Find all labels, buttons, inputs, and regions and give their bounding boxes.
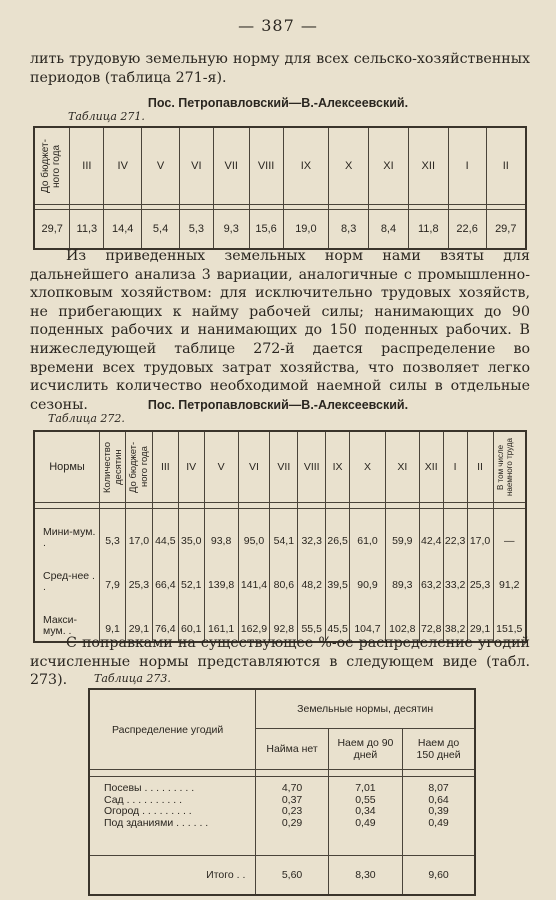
cell: 17,0 [125, 509, 152, 554]
cell: 61,0 [350, 509, 386, 554]
cell: 26,5 [326, 509, 350, 554]
cell: 44,5 [152, 509, 178, 554]
cell: — [493, 509, 526, 554]
cell: 48,2 [298, 553, 326, 597]
t272-row-label: Мини-мум. . [43, 526, 96, 549]
cell: 0,34 [355, 805, 376, 817]
cell: 91,2 [493, 553, 526, 597]
list-item: Посевы . . . . . . . . . [104, 782, 195, 794]
cell: 25,3 [125, 553, 152, 597]
t272-header: X [350, 431, 386, 503]
t271-value: 14,4 [104, 210, 142, 250]
cell: 93,8 [204, 509, 238, 554]
cell: 0,64 [428, 793, 449, 806]
t273-col2 [328, 777, 402, 856]
t272-header: IV [178, 431, 204, 503]
t272-header-area: Количество десятин [100, 431, 126, 503]
t273-col3 [403, 777, 475, 856]
t271-header: XII [408, 127, 448, 205]
paragraph-3: С поправками на существующее %-ое распределение угодий исчисленные нормы представляются в следующем виде (табл. 273). [30, 635, 530, 689]
cell: 76,4 [152, 597, 178, 642]
paragraph-2: Из приведенных земельных норм нами взяты для дальнейшего анализа 3 вариации, аналогичные с промышленно-хлопковым хозяйством: для исключительно трудовых хозяйств, не прибегающих к найму рабочей силы; нанимающих до 90 поденных рабочих и нанимающих до 150 поденных рабочих. В нижеследующей таблице 272-й дается распределение во времени всех трудовых затрат хозяйства, что позволяет легко исчислить количество необходимой наемной силы в отдельные сезоны. [30, 248, 530, 413]
cell: 0,55 [355, 793, 376, 806]
cell: 162,9 [238, 597, 270, 642]
t271-value: 5,4 [142, 210, 180, 250]
table-271-label: Таблица 271. [68, 110, 145, 123]
cell: 52,1 [178, 553, 204, 597]
cell: 29,1 [467, 597, 493, 642]
cell: 102,8 [385, 597, 419, 642]
cell: 7,9 [100, 553, 126, 597]
t271-header: VIII [249, 127, 283, 205]
cell: 0,49 [355, 816, 376, 829]
t272-header: I [443, 431, 467, 503]
t271-header: IX [283, 127, 329, 205]
page-number: — 387 — [238, 16, 318, 35]
cell: 139,8 [204, 553, 238, 597]
cell: 92,8 [270, 597, 298, 642]
t271-header-0: До бюджет-ного года [34, 127, 70, 205]
t273-rowhead: Распределение угодий [89, 689, 256, 770]
cell: 7,01 [355, 782, 376, 794]
cell: 60,1 [178, 597, 204, 642]
table-272 [33, 430, 527, 643]
table-272-label: Таблица 272. [48, 412, 125, 425]
cell: 45,5 [326, 597, 350, 642]
t271-header: XI [369, 127, 409, 205]
table-271-title: Пос. Петропавловский—В.-Алексеевский. [147, 96, 409, 110]
t272-row-label: Макси-мум. . [43, 614, 78, 637]
t272-header: II [467, 431, 493, 503]
t271-value: 29,7 [41, 223, 63, 235]
table-273-label: Таблица 273. [94, 672, 171, 685]
cell: 54,1 [270, 509, 298, 554]
cell: 151,5 [493, 597, 526, 642]
t271-value: 22,6 [448, 210, 486, 250]
t271-value: 9,3 [213, 210, 249, 250]
t273-group-header: Земельные нормы, десятин [256, 689, 475, 729]
cell: 89,3 [385, 553, 419, 597]
t273-col1 [256, 777, 328, 856]
t271-header: VII [213, 127, 249, 205]
cell: 32,3 [298, 509, 326, 554]
table-273 [88, 688, 476, 896]
cell: 161,1 [204, 597, 238, 642]
cell: 25,3 [467, 553, 493, 597]
cell: 29,1 [125, 597, 152, 642]
t271-value: 11,3 [70, 210, 104, 250]
cell: 55,5 [298, 597, 326, 642]
cell: 5,3 [100, 509, 126, 554]
paragraph-1: лить трудовую земельную норму для всех сельско-хозяйственных периодов (таблица 271-я). [30, 51, 530, 86]
cell: 4,70 [281, 782, 303, 794]
t271-value: 19,0 [283, 210, 329, 250]
cell: 0,39 [428, 805, 449, 817]
t271-header: III [70, 127, 104, 205]
cell: 0,49 [428, 816, 449, 829]
t271-value: 8,4 [369, 210, 409, 250]
t271-value: 11,8 [408, 210, 448, 250]
t273-col-header: Наем до 90 дней [328, 729, 402, 770]
cell: 8,30 [328, 856, 402, 896]
table-row [89, 856, 475, 896]
cell: 59,9 [385, 509, 419, 554]
t271-value: 5,3 [179, 210, 213, 250]
cell: 0,29 [281, 816, 303, 829]
list-item: Под зданиями . . . . . . [104, 816, 209, 829]
cell: 39,5 [326, 553, 350, 597]
table-272-title: Пос. Петропавловский—В.-Алексеевский. [147, 398, 409, 412]
t272-header-hired: В том числе наемного труда [493, 431, 526, 503]
t271-value: 15,6 [249, 210, 283, 250]
t272-header: VI [238, 431, 270, 503]
t272-header-norms: Нормы [34, 431, 100, 503]
t273-col-header: Найма нет [256, 729, 328, 770]
cell: 17,0 [467, 509, 493, 554]
t272-header: VII [270, 431, 298, 503]
t272-header: XI [385, 431, 419, 503]
cell: 42,4 [419, 509, 443, 554]
cell: 104,7 [350, 597, 386, 642]
list-item: Сад . . . . . . . . . . [104, 793, 183, 806]
t273-col-header: Наем до 150 дней [403, 729, 475, 770]
t271-header: I [448, 127, 486, 205]
t272-header: XII [419, 431, 443, 503]
cell: 33,2 [443, 553, 467, 597]
list-item: Огород . . . . . . . . . [104, 805, 192, 817]
cell: 0,23 [281, 805, 303, 817]
cell: 80,6 [270, 553, 298, 597]
t271-header: II [486, 127, 526, 205]
t272-header: V [204, 431, 238, 503]
cell: 5,60 [256, 856, 328, 896]
cell: 8,07 [428, 782, 449, 794]
cell: 63,2 [419, 553, 443, 597]
cell: 95,0 [238, 509, 270, 554]
table-row [34, 509, 526, 554]
table-row [34, 553, 526, 597]
t273-items [89, 777, 256, 856]
cell: 141,4 [238, 553, 270, 597]
t272-header: VIII [298, 431, 326, 503]
cell: 90,9 [350, 553, 386, 597]
t272-header: III [152, 431, 178, 503]
t272-row-label: Сред-нее . . [43, 570, 95, 593]
cell: 72,8 [419, 597, 443, 642]
cell: 9,60 [403, 856, 475, 896]
t273-total-label: Итого . . [206, 869, 246, 881]
t271-value: 29,7 [486, 210, 526, 250]
cell: 35,0 [178, 509, 204, 554]
t271-header: V [142, 127, 180, 205]
t272-header: IX [326, 431, 350, 503]
t271-value: 8,3 [329, 210, 369, 250]
cell: 0,37 [281, 793, 303, 806]
table-271 [33, 126, 527, 250]
t271-header: VI [179, 127, 213, 205]
cell: 66,4 [152, 553, 178, 597]
cell: 9,1 [100, 597, 126, 642]
cell: 22,3 [443, 509, 467, 554]
t271-header: X [329, 127, 369, 205]
t271-header: IV [104, 127, 142, 205]
t272-header-prebudget: До бюджет-ного года [125, 431, 152, 503]
cell: 38,2 [443, 597, 467, 642]
